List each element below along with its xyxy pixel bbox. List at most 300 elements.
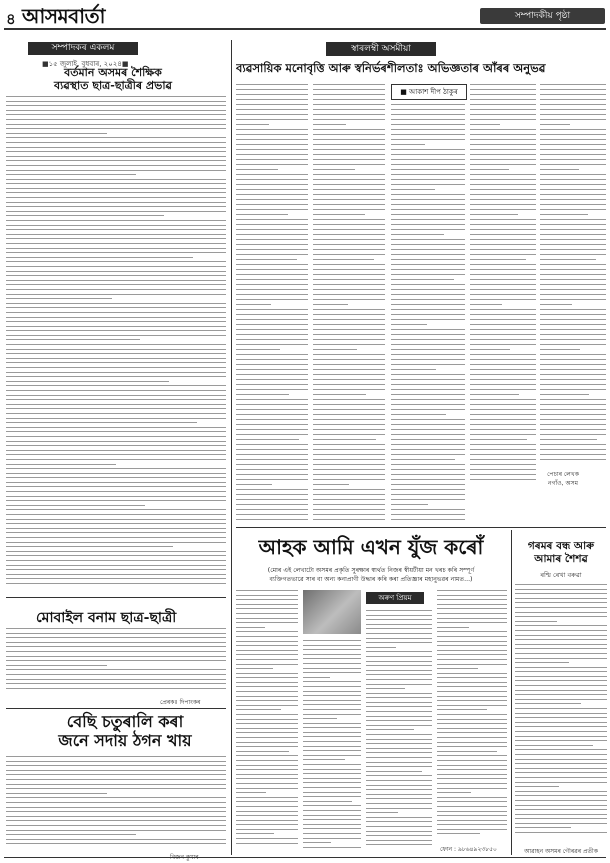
text-line <box>437 645 507 646</box>
top-feature-col1 <box>236 84 308 524</box>
text-line <box>391 444 465 445</box>
text-line <box>236 139 308 140</box>
text-line <box>6 546 173 547</box>
text-line <box>6 124 226 125</box>
text-line <box>515 722 607 723</box>
text-line <box>236 329 308 330</box>
text-line <box>236 504 308 505</box>
bottom-feature-photo <box>303 590 361 634</box>
text-line <box>437 691 507 692</box>
text-line <box>437 696 507 697</box>
text-line <box>236 801 298 802</box>
text-line <box>236 344 308 345</box>
text-line <box>437 668 478 669</box>
text-line <box>6 784 226 785</box>
text-line <box>6 651 226 652</box>
text-line <box>236 829 298 830</box>
text-line <box>470 359 536 360</box>
author-tag <box>366 592 424 604</box>
text-line <box>437 641 507 642</box>
text-line <box>303 686 361 687</box>
text-line <box>391 279 454 280</box>
text-line <box>6 665 107 666</box>
text-line <box>6 183 226 184</box>
text-line <box>236 134 308 135</box>
text-line <box>470 269 536 270</box>
text-line <box>391 154 465 155</box>
text-line <box>366 739 432 740</box>
text-line <box>366 794 432 795</box>
text-line <box>540 89 606 90</box>
text-line <box>313 389 385 390</box>
text-line <box>6 114 226 115</box>
text-line <box>236 109 308 110</box>
text-line <box>515 644 607 645</box>
text-line <box>236 774 298 775</box>
text-line <box>303 782 361 783</box>
text-line <box>6 170 226 171</box>
text-line <box>470 349 510 350</box>
text-line <box>366 720 432 721</box>
text-line <box>303 700 361 701</box>
text-line <box>470 444 536 445</box>
text-line <box>313 364 385 365</box>
text-line <box>391 144 425 145</box>
text-line <box>303 691 361 692</box>
text-line <box>313 399 385 400</box>
text-line <box>313 174 385 175</box>
text-line <box>6 211 226 212</box>
text-line <box>313 464 385 465</box>
text-line <box>391 179 465 180</box>
text-line <box>515 671 607 672</box>
text-line <box>236 239 308 240</box>
text-line <box>6 128 226 129</box>
text-line <box>470 209 536 210</box>
text-line <box>313 109 385 110</box>
text-line <box>236 454 308 455</box>
text-line <box>391 344 465 345</box>
page-number: ৪ <box>6 10 16 28</box>
text-line <box>236 631 298 632</box>
text-line <box>515 658 607 659</box>
logo-text: আসমবাৰ্তা <box>22 4 105 28</box>
text-line <box>6 362 226 363</box>
text-line <box>391 469 465 470</box>
text-line <box>236 439 299 440</box>
text-line <box>366 642 432 643</box>
text-line <box>515 736 607 737</box>
text-line <box>540 119 606 120</box>
text-line <box>391 439 465 440</box>
text-line <box>6 445 226 446</box>
text-line <box>6 206 226 207</box>
text-line <box>6 761 226 762</box>
text-line <box>540 259 596 260</box>
text-line <box>540 169 579 170</box>
left-divider-2 <box>6 708 226 709</box>
text-line <box>391 364 465 365</box>
text-line <box>470 304 502 305</box>
text-line <box>470 169 509 170</box>
text-line <box>303 668 361 669</box>
text-line <box>470 194 536 195</box>
text-line <box>391 504 428 505</box>
text-line <box>391 194 465 195</box>
text-line <box>313 514 385 515</box>
text-line <box>236 765 298 766</box>
right-headline <box>515 540 607 566</box>
text-line <box>313 159 385 160</box>
text-line <box>6 321 226 322</box>
text-line <box>540 114 606 115</box>
article2-title: মোবাইল বনাম ছাত্ৰ-ছাত্ৰী <box>36 610 177 626</box>
text-line <box>366 748 432 749</box>
text-line <box>470 214 518 215</box>
text-line <box>391 304 465 305</box>
text-line <box>515 662 569 663</box>
text-line <box>540 224 606 225</box>
text-line <box>470 309 536 310</box>
editorial-body <box>6 96 226 592</box>
text-line <box>391 474 465 475</box>
text-line <box>236 509 308 510</box>
text-line <box>313 344 385 345</box>
text-line <box>391 354 465 355</box>
text-line <box>540 419 606 420</box>
text-line <box>391 514 465 515</box>
text-line <box>470 339 536 340</box>
text-line <box>6 807 226 808</box>
text-line <box>540 414 606 415</box>
text-line <box>470 409 536 410</box>
text-line <box>391 174 465 175</box>
text-line <box>236 459 308 460</box>
text-line <box>236 339 308 340</box>
text-line <box>236 299 308 300</box>
text-line <box>391 284 465 285</box>
text-line <box>303 838 361 839</box>
deck-line1: (মোৰ এই লেখাটো অসমৰ প্ৰকৃতি সুৰক্ষাৰ স্বাৰ্থত নিজৰ স্বীয়টীয়া মন খৰচ কৰি সম্পূৰ্ণ <box>267 567 475 574</box>
text-line <box>391 494 465 495</box>
text-line <box>313 434 385 435</box>
text-line <box>437 590 507 591</box>
text-line <box>6 225 226 226</box>
text-line <box>236 99 308 100</box>
text-line <box>236 686 298 687</box>
text-line <box>366 651 432 652</box>
author-box-label: ■ আকাশ দীপ ঠাকুৰ <box>400 88 458 96</box>
text-line <box>515 754 607 755</box>
text-line <box>236 229 308 230</box>
text-line <box>303 732 361 733</box>
text-line <box>236 514 308 515</box>
text-line <box>6 441 226 442</box>
text-line <box>236 164 308 165</box>
text-line <box>6 774 226 775</box>
text-line <box>470 199 536 200</box>
text-line <box>515 685 607 686</box>
text-line <box>470 239 536 240</box>
text-line <box>313 309 385 310</box>
text-line <box>6 289 226 290</box>
text-line <box>303 654 361 655</box>
text-line <box>391 139 465 140</box>
text-line <box>313 329 385 330</box>
section-header-left-label: সম্পাদকৰ একলম <box>51 43 115 53</box>
text-line <box>236 590 298 591</box>
text-line <box>313 194 385 195</box>
text-line <box>313 99 385 100</box>
text-line <box>313 104 385 105</box>
text-line <box>236 783 298 784</box>
text-line <box>515 667 607 668</box>
text-line <box>313 269 385 270</box>
text-line <box>470 344 536 345</box>
text-line <box>391 224 465 225</box>
text-line <box>470 244 536 245</box>
text-line <box>437 833 480 834</box>
text-line <box>515 818 607 819</box>
text-line <box>366 610 432 611</box>
text-line <box>437 778 507 779</box>
text-line <box>236 682 298 683</box>
text-line <box>391 184 465 185</box>
text-line <box>540 334 606 335</box>
text-line <box>391 169 465 170</box>
text-line <box>470 289 536 290</box>
text-line <box>6 151 226 152</box>
text-line <box>236 709 281 710</box>
text-line <box>6 674 226 675</box>
text-line <box>470 429 536 430</box>
text-line <box>313 114 385 115</box>
text-line <box>236 159 308 160</box>
text-line <box>366 693 432 694</box>
text-line <box>236 499 308 500</box>
text-line <box>313 519 385 520</box>
text-line <box>236 309 308 310</box>
text-line <box>303 847 361 848</box>
text-line <box>236 379 308 380</box>
text-line <box>366 674 432 675</box>
text-line <box>313 259 374 260</box>
text-line <box>313 444 385 445</box>
text-line <box>313 479 385 480</box>
text-line <box>303 787 361 788</box>
text-line <box>313 94 385 95</box>
text-line <box>470 329 536 330</box>
text-line <box>391 259 465 260</box>
text-line <box>236 434 308 435</box>
text-line <box>540 244 606 245</box>
text-line <box>366 706 432 707</box>
text-line <box>540 159 606 160</box>
text-line <box>515 731 607 732</box>
text-line <box>6 802 226 803</box>
text-line <box>540 424 606 425</box>
text-line <box>6 578 226 579</box>
text-line <box>540 434 606 435</box>
text-line <box>236 154 308 155</box>
text-line <box>303 764 361 765</box>
text-line <box>6 312 226 313</box>
text-line <box>236 449 308 450</box>
text-line <box>470 144 536 145</box>
text-line <box>6 156 226 157</box>
text-line <box>303 681 361 682</box>
text-line <box>6 298 112 299</box>
text-line <box>391 269 465 270</box>
text-line <box>515 786 559 787</box>
text-line <box>6 257 193 258</box>
text-line <box>391 434 465 435</box>
text-line <box>470 204 536 205</box>
text-line <box>391 454 465 455</box>
text-line <box>437 797 507 798</box>
text-line <box>470 384 536 385</box>
text-line <box>6 105 226 106</box>
text-line <box>437 686 507 687</box>
text-line <box>6 628 226 629</box>
text-line <box>437 824 507 825</box>
text-line <box>6 770 226 771</box>
text-line <box>470 124 500 125</box>
text-line <box>366 702 432 703</box>
text-line <box>303 824 361 825</box>
text-line <box>313 279 385 280</box>
text-line <box>236 659 298 660</box>
text-line <box>236 264 308 265</box>
article3-body <box>6 756 226 852</box>
text-line <box>391 384 465 385</box>
text-line <box>437 654 507 655</box>
text-line <box>6 656 226 657</box>
text-line <box>313 334 385 335</box>
text-line <box>391 319 465 320</box>
text-line <box>6 284 226 285</box>
text-line <box>470 319 536 320</box>
text-line <box>366 840 432 841</box>
text-line <box>470 184 536 185</box>
text-line <box>391 129 465 130</box>
text-line <box>391 429 465 430</box>
text-line <box>366 798 432 799</box>
text-line <box>470 164 536 165</box>
text-line <box>515 602 607 603</box>
text-line <box>303 640 361 641</box>
text-line <box>303 704 361 705</box>
text-line <box>236 249 308 250</box>
text-line <box>515 648 607 649</box>
text-line <box>540 139 606 140</box>
text-line <box>303 759 345 760</box>
text-line <box>470 354 536 355</box>
text-line <box>6 110 226 111</box>
text-line <box>470 299 536 300</box>
text-line <box>6 192 226 193</box>
text-line <box>470 109 536 110</box>
top-feature-footer <box>520 470 606 488</box>
text-line <box>470 274 536 275</box>
text-line <box>6 820 226 821</box>
text-line <box>540 344 606 345</box>
text-line <box>437 788 507 789</box>
text-line <box>236 797 298 798</box>
text-line <box>236 618 298 619</box>
text-line <box>236 806 298 807</box>
text-line <box>437 604 507 605</box>
text-line <box>6 220 226 221</box>
text-line <box>540 164 606 165</box>
text-line <box>437 622 507 623</box>
text-line <box>6 335 226 336</box>
text-line <box>236 469 308 470</box>
text-line <box>313 119 385 120</box>
text-line <box>236 189 308 190</box>
text-line <box>470 234 536 235</box>
text-line <box>6 633 226 634</box>
text-line <box>366 615 432 616</box>
text-line <box>6 142 226 143</box>
text-line <box>6 756 226 757</box>
text-line <box>391 104 465 105</box>
text-line <box>236 820 298 821</box>
text-line <box>6 137 226 138</box>
text-line <box>437 659 507 660</box>
text-line <box>391 334 465 335</box>
text-line <box>391 324 427 325</box>
text-line <box>366 711 432 712</box>
text-line <box>540 319 606 320</box>
top-feature-footer-author: পেচাৰ লেখক <box>547 471 579 478</box>
text-line <box>540 149 606 150</box>
text-line <box>515 832 607 833</box>
text-line <box>236 788 298 789</box>
text-line <box>540 249 606 250</box>
text-line <box>540 239 606 240</box>
text-line <box>366 734 432 735</box>
text-line <box>391 424 465 425</box>
text-line <box>236 815 298 816</box>
text-line <box>391 299 465 300</box>
text-line <box>391 159 465 160</box>
text-line <box>313 459 385 460</box>
text-line <box>540 449 606 450</box>
text-line <box>6 266 226 267</box>
text-line <box>236 384 308 385</box>
text-line <box>515 749 607 750</box>
text-line <box>303 778 361 779</box>
text-line <box>470 324 536 325</box>
text-line <box>470 399 536 400</box>
editorial-title-line1: বৰ্তমান অসমৰ শৈক্ষিক <box>64 66 162 79</box>
section-header-right-label: সম্পাদকীয় পৃষ্ঠা <box>514 11 571 21</box>
text-line <box>515 823 607 824</box>
text-line <box>313 214 365 215</box>
text-line <box>540 94 606 95</box>
text-line <box>437 751 497 752</box>
text-line <box>540 429 606 430</box>
text-line <box>391 124 465 125</box>
text-line <box>515 621 557 622</box>
text-line <box>366 670 432 671</box>
text-line <box>366 661 432 662</box>
text-line <box>313 274 385 275</box>
text-line <box>540 199 606 200</box>
text-line <box>540 459 606 460</box>
text-line <box>391 484 465 485</box>
